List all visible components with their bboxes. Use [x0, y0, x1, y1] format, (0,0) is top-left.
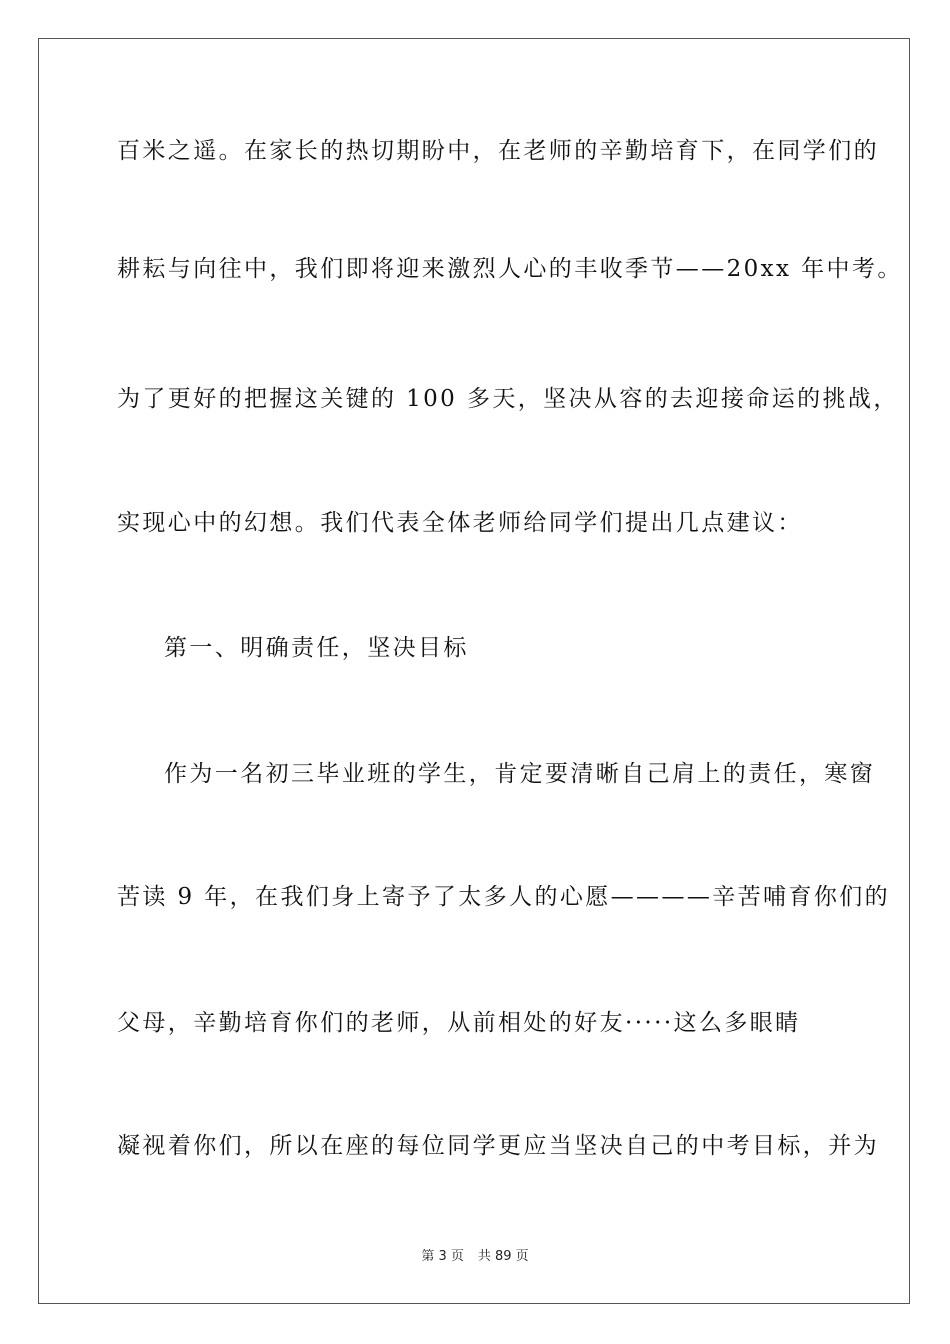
body-text-line-1: 百米之遥。在家长的热切期盼中，在老师的辛勤培育下，在同学们的	[117, 138, 879, 164]
body-text-line-9: 凝视着你们，所以在座的每位同学更应当坚决自己的中考目标，并为	[117, 1133, 879, 1159]
body-text-line-4: 实现心中的幻想。我们代表全体老师给同学们提出几点建议：	[117, 510, 803, 536]
page-footer	[0, 1245, 950, 1264]
page-number-current: 第 3 页	[421, 1249, 464, 1264]
body-text-line-6: 作为一名初三毕业班的学生，肯定要清晰自己肩上的责任，寒窗	[164, 761, 876, 787]
body-text-line-8: 父母，辛勤培育你们的老师，从前相处的好友·····这么多眼睛	[117, 1010, 801, 1036]
body-text-line-2: 耕耘与向往中，我们即将迎来激烈人心的丰收季节——20xx 年中考。	[117, 256, 903, 282]
body-text-line-3: 为了更好的把握这关键的 100 多天，坚决从容的去迎接命运的挑战，	[117, 386, 899, 412]
page-number-total: 共 89 页	[477, 1249, 529, 1264]
body-text-line-7: 苦读 9 年，在我们身上寄予了太多人的心愿————辛苦哺育你们的	[117, 884, 891, 910]
page-border	[38, 38, 910, 1304]
section-heading: 第一、明确责任，坚决目标	[164, 635, 469, 661]
